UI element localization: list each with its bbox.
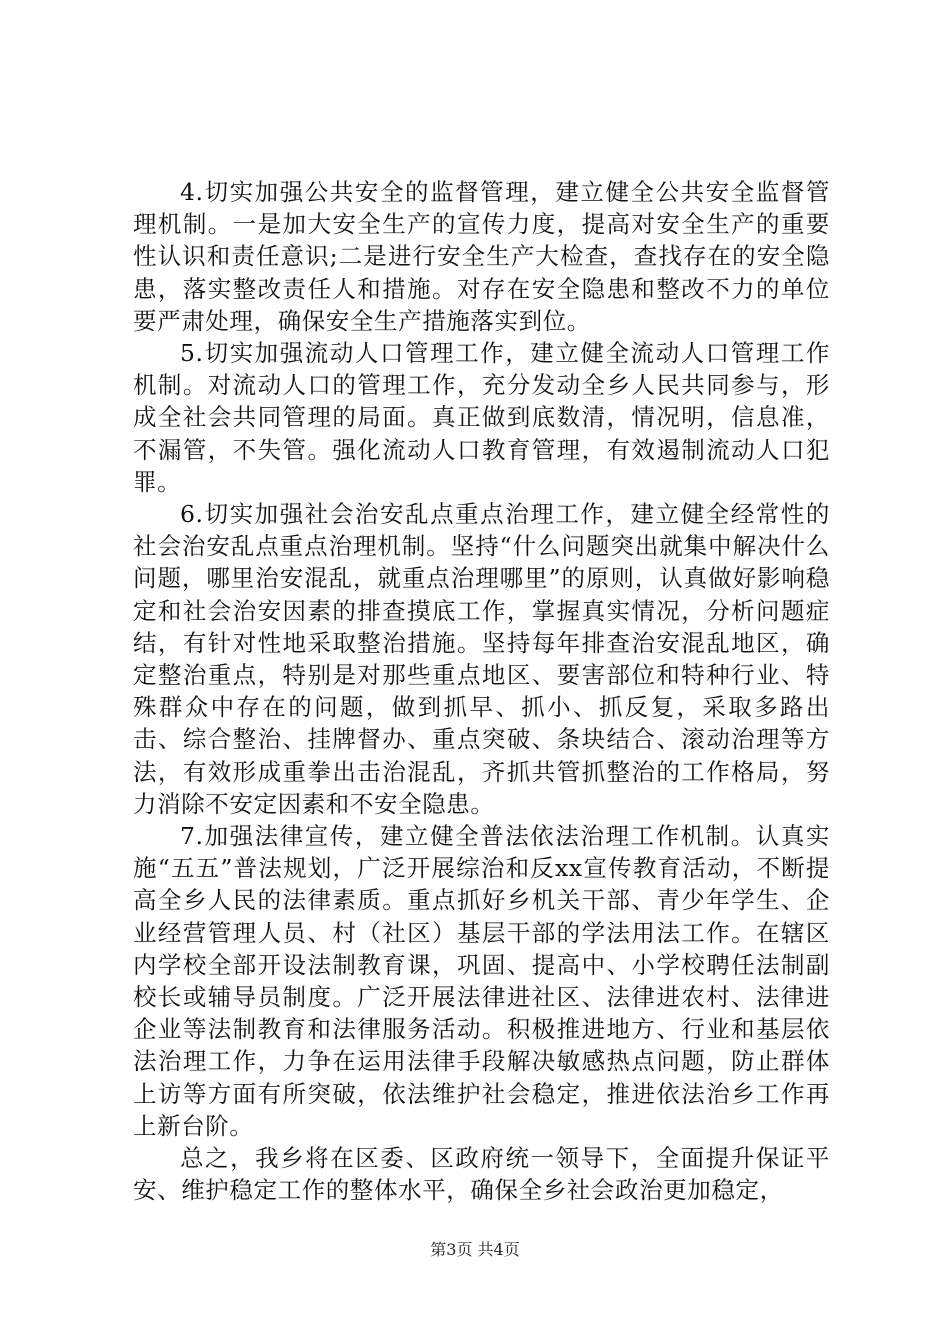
paragraph-item-5: 5.切实加强流动人口管理工作，建立健全流动人口管理工作机制。对流动人口的管理工作，充分发动全乡人民共同参与，形成全社会共同管理的局面。真正做到底数清，情况明，信息准，不漏管，不失管。强化流动人口教育管理，有效遏制流动人口犯罪。 [133, 339, 830, 496]
document-body [133, 176, 830, 1207]
paragraph-item-6: 6.切实加强社会治安乱点重点治理工作，建立健全经常性的社会治安乱点重点治理机制。坚持“什么问题突出就集中解决什么问题，哪里治安混乱，就重点治理哪里”的原则，认真做好影响稳定和社会治安因素的排查摸底工作，掌握真实情况，分析问题症结，有针对性地采取整治措施。坚持每年排查治安混乱地区，确定整治重点，特别是对那些重点地区、要害部位和特种行业、特殊群众中存在的问题，做到抓早、抓小、抓反复，采取多路出击、综合整治、挂牌督办、重点突破、条块结合、滚动治理等方法，有效形成重拳出击治混乱，齐抓共管抓整治的工作格局，努力消除不安定因素和不安全隐患。 [133, 500, 830, 818]
page-footer: 第3页 共4页 [430, 1240, 520, 1259]
paragraph-item-7: 7.加强法律宣传，建立健全普法依法治理工作机制。认真实施“五五”普法规划，广泛开展综治和反xx宣传教育活动，不断提高全乡人民的法律素质。重点抓好乡机关干部、青少年学生、企业经营管理人员、村（社区）基层干部的学法用法工作。在辖区内学校全部开设法制教育课，巩固、提高中、小学校聘任法制副校长或辅导员制度。广泛开展法律进社区、法律进农村、法律进企业等法制教育和法律服务活动。积极推进地方、行业和基层依法治理工作，力争在运用法律手段解决敏感热点问题，防止群体上访等方面有所突破，依法维护社会稳定，推进依法治乡工作再上新台阶。 [133, 822, 830, 1140]
paragraph-summary: 总之，我乡将在区委、区政府统一领导下，全面提升保证平安、维护稳定工作的整体水平，确保全乡社会政治更加稳定， [133, 1144, 830, 1205]
paragraph-item-4: 4.切实加强公共安全的监督管理，建立健全公共安全监督管理机制。一是加大安全生产的宣传力度，提高对安全生产的重要性认识和责任意识;二是进行安全生产大检查，查找存在的安全隐患，落实整改责任人和措施。对存在安全隐患和整改不力的单位要严肃处理，确保安全生产措施落实到位。 [133, 178, 830, 335]
